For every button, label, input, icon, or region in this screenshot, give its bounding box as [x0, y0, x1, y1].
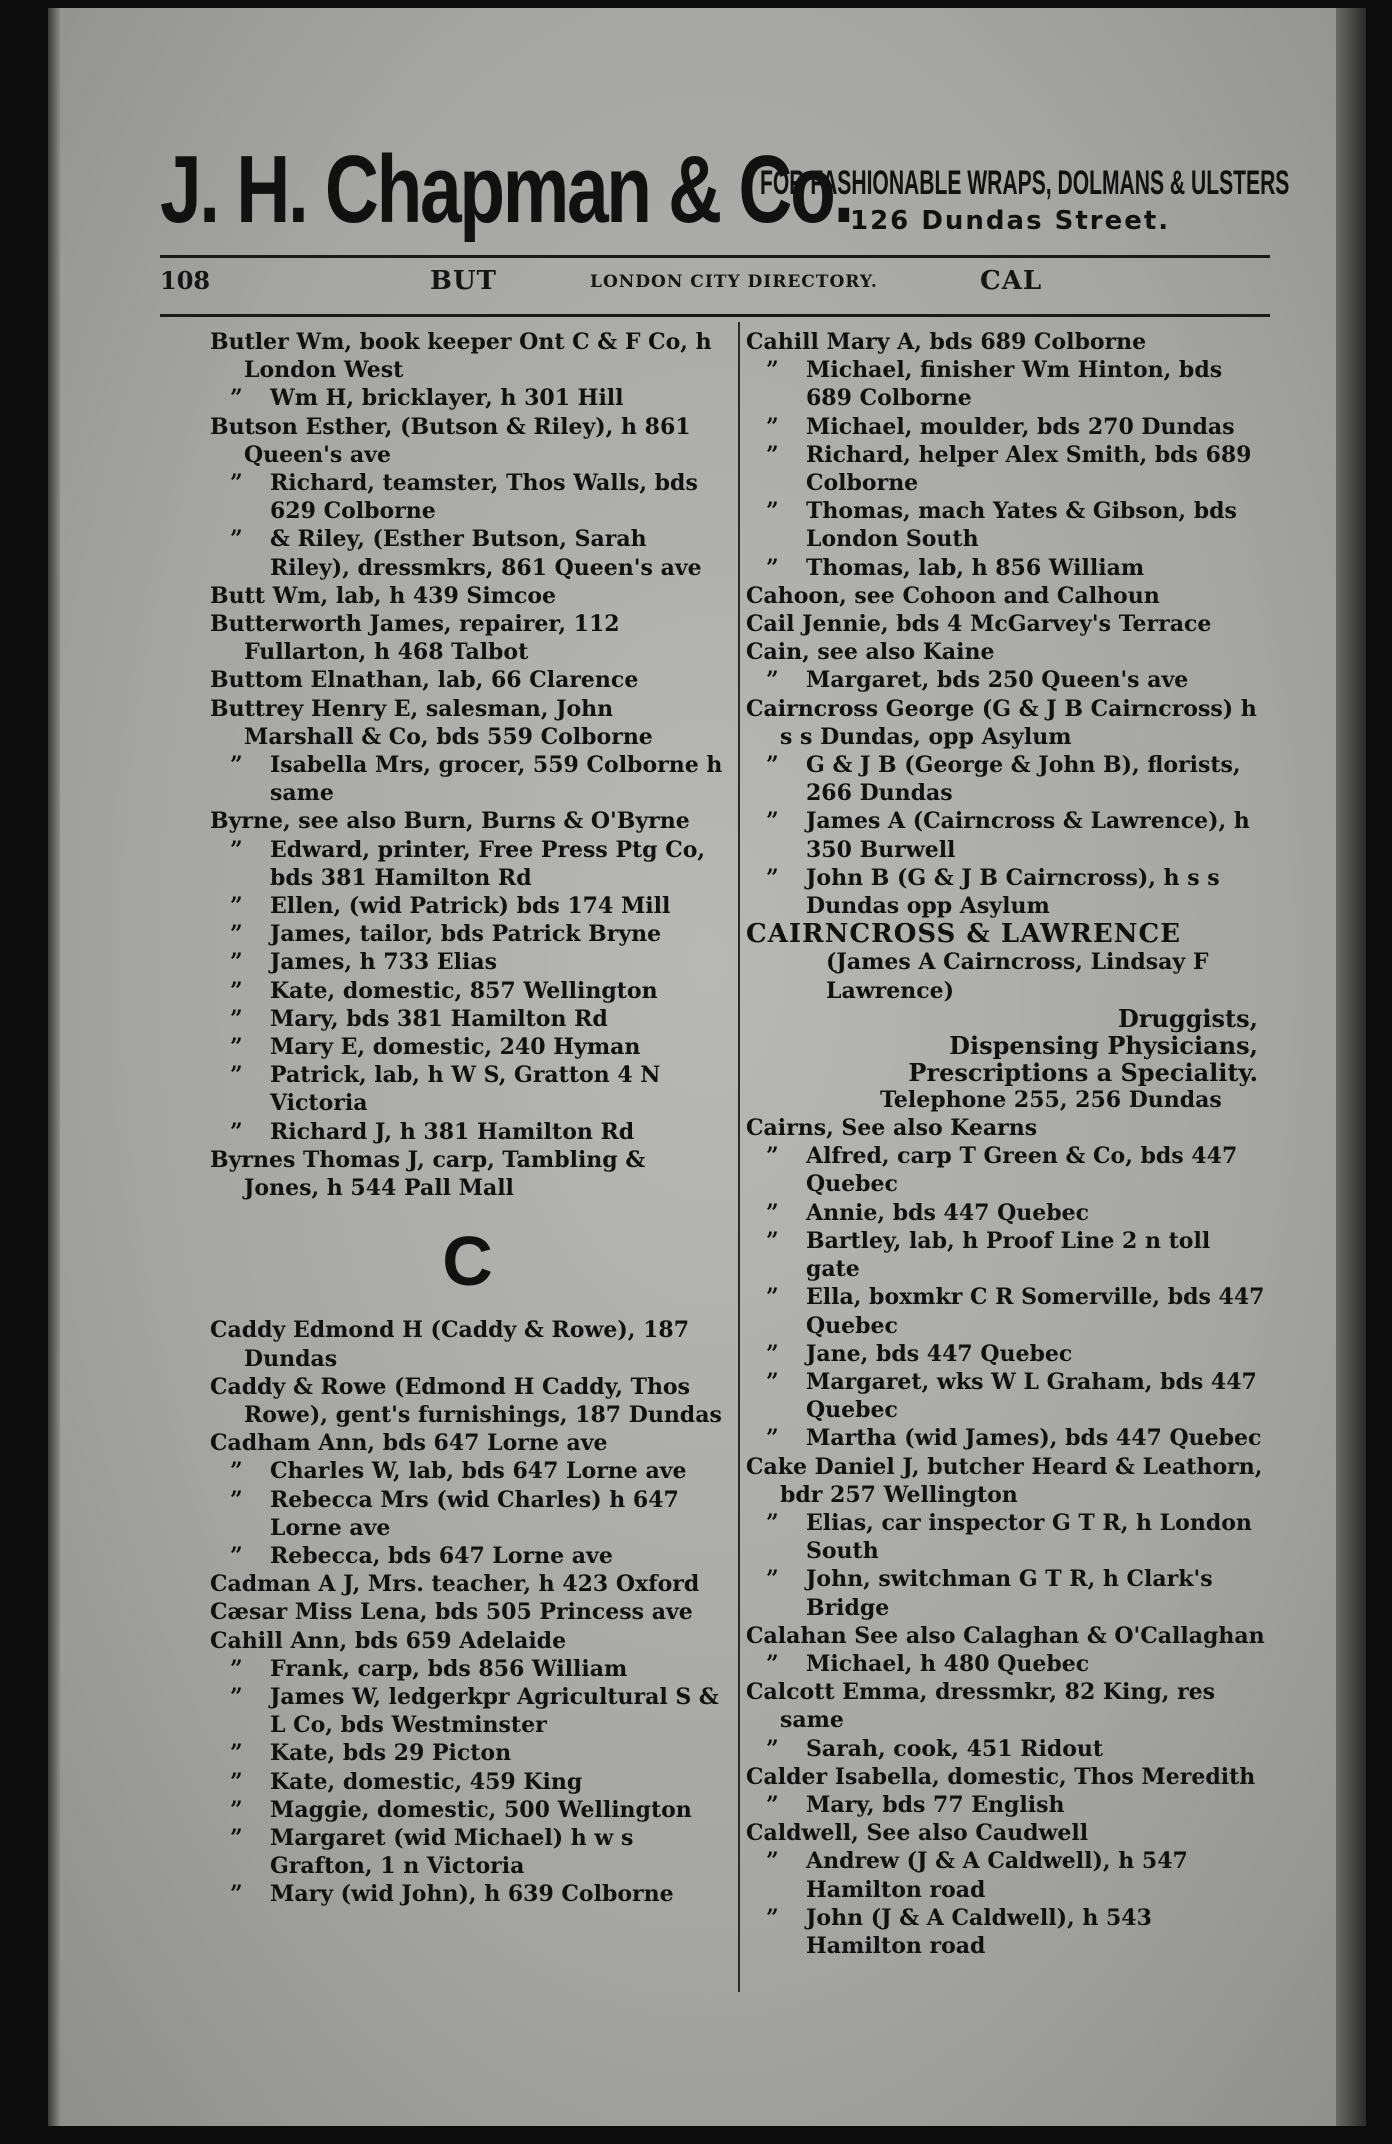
directory-sub-entry: ” Mary, bds 77 English: [746, 1791, 1266, 1819]
directory-sub-entry: ” Ella, boxmkr C R Somerville, bds 447 Quebec: [746, 1283, 1266, 1339]
left-entries-butler-byrnes: [210, 328, 725, 1202]
directory-sub-entry: ” James A (Cairncross & Lawrence), h 350 Burwell: [746, 807, 1266, 863]
directory-sub-entry: ” James W, ledgerkpr Agricultural S & L Co, bds Westminster: [210, 1683, 725, 1739]
page-number: 108: [160, 266, 211, 295]
directory-entry: Cahoon, see Cohoon and Calhoun: [746, 582, 1160, 609]
directory-entry: Cadham Ann, bds 647 Lorne ave: [210, 1430, 608, 1457]
ad-prescriptions: Prescriptions a Speciality.: [908, 1057, 1258, 1087]
directory-entry: Butterworth James, repairer, 112 Fullarton, h 468 Talbot: [210, 611, 620, 666]
directory-sub-entry: ” Patrick, lab, h W S, Gratton 4 N Victoria: [210, 1061, 725, 1117]
directory-sub-entry: ” Thomas, mach Yates & Gibson, bds London South: [746, 497, 1266, 553]
directory-sub-entry: ” Richard, helper Alex Smith, bds 689 Colborne: [746, 441, 1266, 497]
directory-sub-entry: ” Kate, domestic, 459 King: [210, 1768, 725, 1796]
directory-sub-entry: ” Elias, car inspector G T R, h London South: [746, 1509, 1266, 1565]
directory-sub-entry: ” Rebecca, bds 647 Lorne ave: [210, 1542, 725, 1570]
directory-sub-entry: ” Michael, h 480 Quebec: [746, 1650, 1266, 1678]
directory-sub-entry: ” Michael, finisher Wm Hinton, bds 689 Colborne: [746, 356, 1266, 412]
directory-entry: Cake Daniel J, butcher Heard & Leathorn, bdr 257 Wellington: [746, 1453, 1263, 1508]
directory-sub-entry: ” Mary E, domestic, 240 Hyman: [210, 1033, 725, 1061]
directory-sub-entry: ” John (J & A Caldwell), h 543 Hamilton road: [746, 1904, 1266, 1960]
directory-entry: Butson Esther, (Butson & Riley), h 861 Queen's ave: [210, 413, 691, 468]
ad-tagline: FOR FASHIONABLE WRAPS, DOLMANS & ULSTERS: [760, 164, 1290, 202]
directory-entry: Buttrey Henry E, salesman, John Marshall & Co, bds 559 Colborne: [210, 695, 653, 750]
ad-firm-heading: CAIRNCROSS & LAWRENCE: [746, 919, 1181, 950]
directory-sub-entry: ” John B (G & J B Cairncross), h s s Dundas opp Asylum: [746, 864, 1266, 920]
directory-sub-entry: ” Thomas, lab, h 856 William: [746, 554, 1266, 582]
directory-sub-entry: ” Bartley, lab, h Proof Line 2 n toll gate: [746, 1227, 1266, 1283]
directory-entry: Caddy & Rowe (Edmond H Caddy, Thos Rowe), gent's furnishings, 187 Dundas: [210, 1373, 722, 1428]
guide-word-right: CAL: [980, 266, 1043, 296]
directory-sub-entry: ” Michael, moulder, bds 270 Dundas: [746, 413, 1266, 441]
page-left-edge: [48, 8, 60, 2126]
ad-telephone: Telephone 255, 256 Dundas: [880, 1086, 1222, 1113]
firm-name: J. H. Chapman & Co.: [160, 136, 852, 243]
ad-druggists: Druggists,: [1117, 1003, 1258, 1033]
directory-sub-entry: ” Charles W, lab, bds 647 Lorne ave: [210, 1457, 725, 1485]
directory-sub-entry: ” Wm H, bricklayer, h 301 Hill: [210, 384, 725, 412]
directory-entry: Calcott Emma, dressmkr, 82 King, res same: [746, 1679, 1216, 1734]
directory-entry: Cail Jennie, bds 4 McGarvey's Terrace: [746, 611, 1212, 638]
directory-sub-entry: ” Edward, printer, Free Press Ptg Co, bds 381 Hamilton Rd: [210, 836, 725, 892]
directory-entry: Byrne, see also Burn, Burns & O'Byrne: [210, 808, 690, 835]
directory-sub-entry: ” Jane, bds 447 Quebec: [746, 1340, 1266, 1368]
directory-sub-entry: ” Annie, bds 447 Quebec: [746, 1199, 1266, 1227]
directory-sub-entry: ” Margaret, wks W L Graham, bds 447 Quebec: [746, 1368, 1266, 1424]
directory-sub-entry: ” Ellen, (wid Patrick) bds 174 Mill: [210, 892, 725, 920]
directory-title: LONDON CITY DIRECTORY.: [590, 272, 878, 292]
ad-partners: (James A Cairncross, Lindsay F Lawrence): [826, 949, 1209, 1004]
directory-entry: Butt Wm, lab, h 439 Simcoe: [210, 582, 557, 609]
page-right-edge: [1336, 8, 1366, 2126]
directory-sub-entry: ” Mary (wid John), h 639 Colborne: [210, 1880, 725, 1908]
directory-sub-entry: ” Maggie, domestic, 500 Wellington: [210, 1796, 725, 1824]
left-entries-caddy-cahill: [210, 1316, 725, 1908]
directory-entry: Cahill Ann, bds 659 Adelaide: [210, 1627, 567, 1654]
right-column: [746, 328, 1266, 1960]
guide-word-left: BUT: [430, 266, 497, 296]
directory-sub-entry: ” & Riley, (Esther Butson, Sarah Riley), dressmkrs, 861 Queen's ave: [210, 525, 725, 581]
directory-entry: Cæsar Miss Lena, bds 505 Princess ave: [210, 1599, 693, 1626]
directory-sub-entry: ” Andrew (J & A Caldwell), h 547 Hamilton road: [746, 1847, 1266, 1903]
directory-sub-entry: ” Sarah, cook, 451 Ridout: [746, 1735, 1266, 1763]
column-divider: [738, 322, 740, 1992]
section-letter: C: [442, 1222, 493, 1301]
directory-sub-entry: ” Margaret, bds 250 Queen's ave: [746, 666, 1266, 694]
directory-entry: Cairncross George (G & J B Cairncross) h s s Dundas, opp Asylum: [746, 695, 1257, 750]
directory-sub-entry: ” Mary, bds 381 Hamilton Rd: [210, 1005, 725, 1033]
directory-sub-entry: ” James, h 733 Elias: [210, 948, 725, 976]
directory-entry: Cain, see also Kaine: [746, 639, 995, 666]
header-rule: [160, 314, 1270, 317]
directory-entry: Butler Wm, book keeper Ont C & F Co, h London West: [210, 329, 712, 384]
masthead-rule: [160, 255, 1270, 258]
directory-entry: Buttom Elnathan, lab, 66 Clarence: [210, 667, 639, 694]
directory-entry: Cairns, See also Kearns: [746, 1115, 1038, 1142]
cairncross-lawrence-ad: [746, 920, 1266, 1114]
ad-dispensing: Dispensing Physicians,: [949, 1030, 1258, 1060]
right-entries-cairns-caldwell: [746, 1114, 1266, 1960]
directory-entry: Calahan See also Calaghan & O'Callaghan: [746, 1622, 1265, 1649]
directory-entry: Cadman A J, Mrs. teacher, h 423 Oxford: [210, 1571, 700, 1598]
directory-entry: Caddy Edmond H (Caddy & Rowe), 187 Dundas: [210, 1317, 690, 1372]
directory-sub-entry: ” Alfred, carp T Green & Co, bds 447 Quebec: [746, 1142, 1266, 1198]
left-column: [210, 328, 725, 1909]
directory-sub-entry: ” Martha (wid James), bds 447 Quebec: [746, 1424, 1266, 1452]
directory-entry: Calder Isabella, domestic, Thos Meredith: [746, 1763, 1256, 1790]
right-entries-cahill-cairncross: [746, 328, 1266, 920]
directory-sub-entry: ” Richard J, h 381 Hamilton Rd: [210, 1118, 725, 1146]
masthead-advertisement: [160, 136, 1290, 250]
directory-entry: Caldwell, See also Caudwell: [746, 1820, 1089, 1847]
directory-sub-entry: ” G & J B (George & John B), florists, 266 Dundas: [746, 751, 1266, 807]
directory-sub-entry: ” Rebecca Mrs (wid Charles) h 647 Lorne ave: [210, 1486, 725, 1542]
directory-sub-entry: ” Frank, carp, bds 856 William: [210, 1655, 725, 1683]
directory-entry: Byrnes Thomas J, carp, Tambling & Jones, h 544 Pall Mall: [210, 1146, 646, 1202]
running-head: [160, 266, 1270, 306]
directory-sub-entry: ” James, tailor, bds Patrick Bryne: [210, 920, 725, 948]
directory-sub-entry: ” John, switchman G T R, h Clark's Bridge: [746, 1565, 1266, 1621]
directory-sub-entry: ” Kate, bds 29 Picton: [210, 1739, 725, 1767]
directory-entry: Cahill Mary A, bds 689 Colborne: [746, 329, 1147, 355]
directory-sub-entry: ” Richard, teamster, Thos Walls, bds 629 Colborne: [210, 469, 725, 525]
directory-sub-entry: ” Isabella Mrs, grocer, 559 Colborne h same: [210, 751, 725, 807]
ad-address: 126 Dundas Street.: [850, 206, 1171, 236]
directory-sub-entry: ” Margaret (wid Michael) h w s Grafton, 1 n Victoria: [210, 1824, 725, 1880]
directory-sub-entry: ” Kate, domestic, 857 Wellington: [210, 977, 725, 1005]
